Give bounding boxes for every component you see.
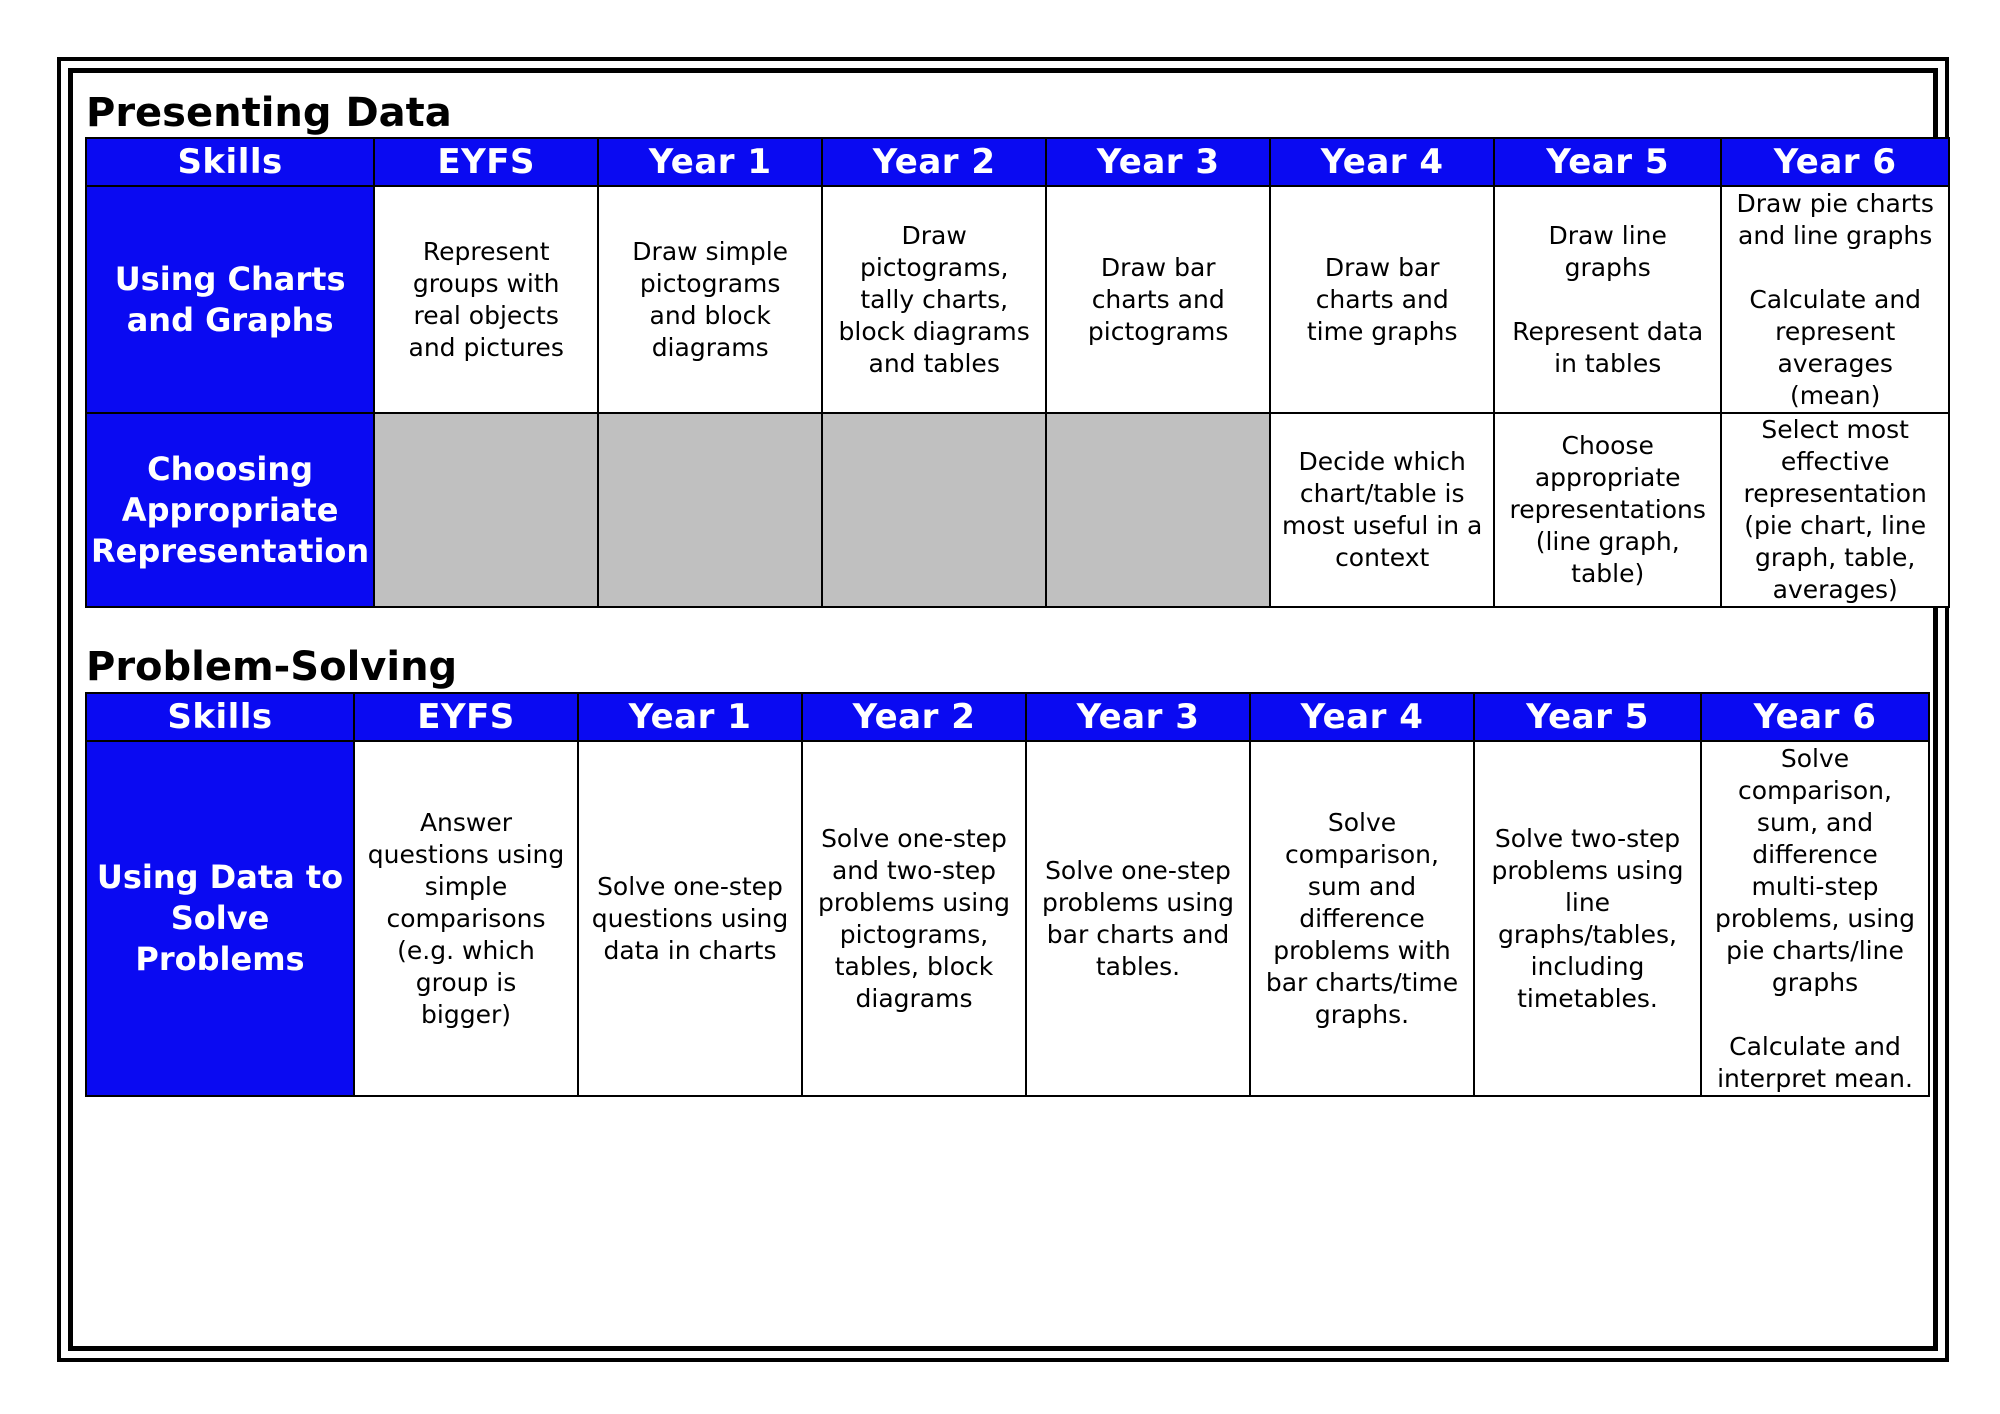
cell-not-applicable <box>1046 413 1270 607</box>
cell-year-1: Draw simple pictograms and block diagrams <box>598 186 822 413</box>
section-title-presenting-data: Presenting Data <box>86 90 452 136</box>
section-title-problem-solving: Problem-Solving <box>86 644 458 690</box>
header-year-6: Year 6 <box>1721 138 1949 186</box>
header-eyfs: EYFS <box>354 693 578 741</box>
header-skills: Skills <box>86 138 374 186</box>
header-year-1: Year 1 <box>598 138 822 186</box>
cell-year-4: Draw bar charts and time graphs <box>1270 186 1494 413</box>
table-row <box>86 186 1949 413</box>
cell-year-3: Draw bar charts and pictograms <box>1046 186 1270 413</box>
table-row <box>86 413 1949 607</box>
header-year-2: Year 2 <box>802 693 1026 741</box>
cell-not-applicable <box>598 413 822 607</box>
cell-year-6: Solve comparison, sum, and difference multi-step problems, using pie charts/line graphs Calculate and interpret mean. <box>1701 741 1929 1096</box>
header-year-4: Year 4 <box>1270 138 1494 186</box>
skill-label: Choosing Appropriate Representation <box>86 413 374 607</box>
cell-year-4: Decide which chart/table is most useful in a context <box>1270 413 1494 607</box>
cell-not-applicable <box>822 413 1046 607</box>
header-year-3: Year 3 <box>1026 693 1250 741</box>
cell-eyfs: Represent groups with real objects and pictures <box>374 186 598 413</box>
header-row <box>86 693 1929 741</box>
header-skills: Skills <box>86 693 354 741</box>
presenting-data-table <box>85 137 1950 608</box>
header-eyfs: EYFS <box>374 138 598 186</box>
header-year-2: Year 2 <box>822 138 1046 186</box>
cell-year-5: Draw line graphs Represent data in tables <box>1494 186 1721 413</box>
header-year-1: Year 1 <box>578 693 802 741</box>
problem-solving-table <box>85 692 1930 1097</box>
header-year-5: Year 5 <box>1494 138 1721 186</box>
cell-year-3: Solve one-step problems using bar charts and tables. <box>1026 741 1250 1096</box>
header-year-5: Year 5 <box>1474 693 1701 741</box>
cell-year-4: Solve comparison, sum and difference problems with bar charts/time graphs. <box>1250 741 1474 1096</box>
skill-label: Using Charts and Graphs <box>86 186 374 413</box>
cell-year-5: Solve two-step problems using line graphs/tables, including timetables. <box>1474 741 1701 1096</box>
cell-eyfs: Answer questions using simple comparisons (e.g. which group is bigger) <box>354 741 578 1096</box>
header-year-4: Year 4 <box>1250 693 1474 741</box>
header-year-6: Year 6 <box>1701 693 1929 741</box>
skill-label: Using Data to Solve Problems <box>86 741 354 1096</box>
cell-year-6: Select most effective representation (pie chart, line graph, table, averages) <box>1721 413 1949 607</box>
header-row <box>86 138 1949 186</box>
cell-year-2: Draw pictograms, tally charts, block diagrams and tables <box>822 186 1046 413</box>
cell-year-5: Choose appropriate representations (line graph, table) <box>1494 413 1721 607</box>
cell-year-6: Draw pie charts and line graphs Calculate and represent averages (mean) <box>1721 186 1949 413</box>
header-year-3: Year 3 <box>1046 138 1270 186</box>
cell-year-2: Solve one-step and two-step problems using pictograms, tables, block diagrams <box>802 741 1026 1096</box>
table-row <box>86 741 1929 1096</box>
cell-not-applicable <box>374 413 598 607</box>
cell-year-1: Solve one-step questions using data in charts <box>578 741 802 1096</box>
